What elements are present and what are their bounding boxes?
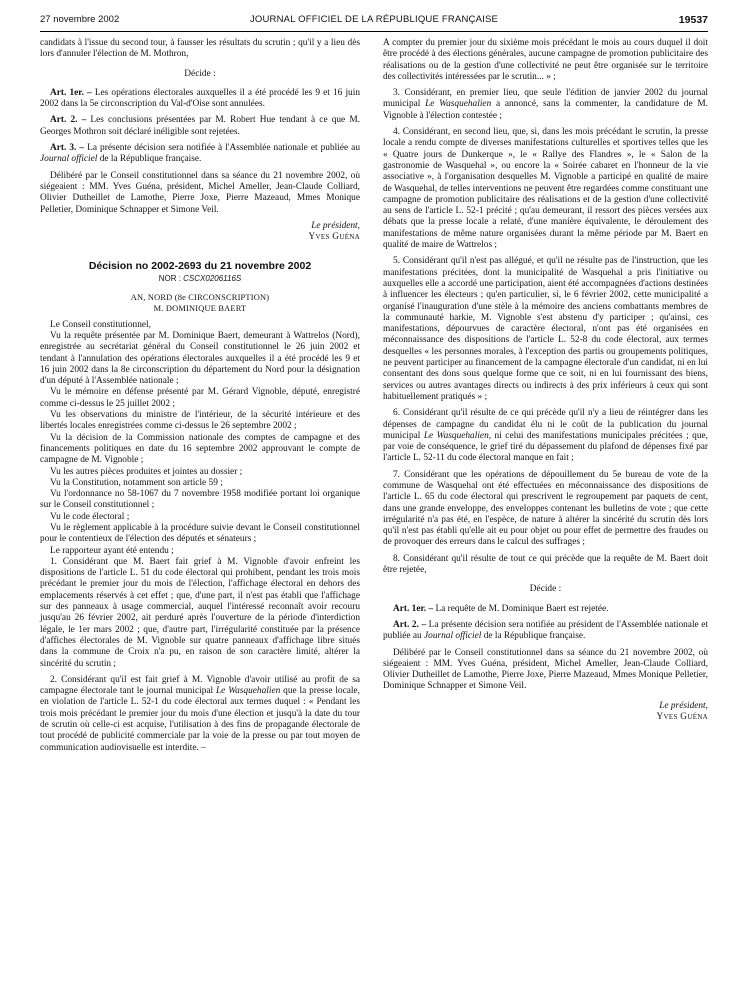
article-3-text-a: La présente décision sera notifiée à l'Assemblée nationale et publiée au (84, 143, 360, 154)
visa-paragraph: Vu le mémoire en défense présenté par M. Gérard Vignoble, député, enregistré comme ci-dessus le 25 juillet 2002 ; (40, 387, 360, 409)
article-2 (40, 115, 360, 138)
article-3-label: Art. 3. – (50, 143, 85, 154)
circonscription-heading: AN, NORD (8e CIRCONSCRIPTION) (130, 293, 270, 303)
considerant-3-text-b: a annoncé, sans la commenter, la candidature de M. Vignoble à l'élection contestée ; (383, 99, 708, 121)
visa-paragraph: Vu le code électoral ; (50, 511, 130, 522)
visa-paragraph: Vu la requête présentée par M. Dominique Baert, demeurant à Wattrelos (Nord), enregistrée au secrétariat général du Conseil constitutionnel le 26 juin 2002 et tendant à l'annulation des opérations électorales auxquelles il a été procédé les 9 et 16 juin 2002 dans la 8e circonscription du département du Nord pour la désignation d'un député à l'Assemblée nationale ; (40, 330, 360, 387)
visa-paragraph: Le rapporteur ayant été entendu ; (50, 545, 174, 556)
considerant-6-text-a: 6. Considérant qu'il résulte de ce qui précède qu'il n'y a lieu de réintégrer dans les dépenses de campagne du candidat élu ni le coût de la publication du journal municipal (383, 408, 708, 441)
visa-paragraph: Vu le règlement applicable à la procédure suivie devant le Conseil constitutionnel pour le contentieux de l'élection des députés et sénateurs ; (40, 522, 360, 545)
article-3-journal: Journal officiel (40, 154, 98, 165)
left-column (40, 38, 360, 754)
visa-paragraph: Vu l'ordonnance no 58-1067 du 7 novembre 1958 modifiée portant loi organique sur le Conseil constitutionnel ; (40, 489, 360, 511)
considerant-6 (383, 408, 708, 464)
header-rule (40, 31, 708, 32)
candidate-heading: M. DOMINIQUE BAERT (153, 304, 247, 314)
delibere-paragraph: Délibéré par le Conseil constitutionnel dans sa séance du 21 novembre 2002, où siégeaient : MM. Yves Guéna, président, Michel Ameller, Jean-Claude Colliard, Olivier Dutheillet de Lamothe, Pierre Joxe, Pierre Mazeaud, Mmes Monique Pelletier, Dominique Schnapper et Simone Veil. (40, 170, 360, 215)
visa-paragraph: Vu les observations du ministre de l'intérieur, de la sécurité intérieure et des libertés locales enregistrées comme ci-dessus le 26 septembre 2002 ; (40, 410, 360, 432)
article-1-b-label: Art. 1er. – (393, 603, 434, 614)
visa-paragraph: Vu les autres pièces produites et jointes au dossier ; (50, 466, 243, 477)
right-column (383, 38, 708, 723)
article-2-text: Les conclusions présentées par M. Robert Hue tendant à ce que M. Georges Mothron soit déclaré inéligible sont rejetées. (40, 115, 360, 137)
considerant-4: 4. Considérant, en second lieu, que, si, dans les mois précédant le scrutin, la presse locale a rendu compte de diverses manifestations culturelles et sportives telles que les « Quatre jours de Dunkerque », le « Rallye des Flandres », le « Salon de la gastronomie de Wasquehal », ou encore la « Soirée cabaret en l'honneur de la vie associative », à l'organisation desquelles M. Vignoble a participé en qualité de maire de Wasquehal, de telles interventions ne peuvent être regardées comme constituant une campagne de promotion publicitaire des réalisations et de la gestion d'une collectivité au sens de l'article L. 52-1 précité ; qu'au demeurant, il ressort des pièces versées aux débats que la presse locale a relaté, d'une manière équivalente, le déroulement des manifestations de même nature organisées durant la même période par M. Baert en qualité de maire de Wattrelos ; (383, 127, 708, 251)
considerant-3-journal: Le Wasquehalien (425, 99, 492, 110)
article-1-label: Art. 1er. – (50, 87, 92, 98)
article-2-b-journal: Journal officiel (424, 631, 482, 642)
quote-continuation: A compter du premier jour du sixième mois précédant le mois au cours duquel il doit être procédé à des élections générales, aucune campagne de promotion publicitaire des réalisations ou de la gestion d'une collectivité ne peut être organisée sur le territoire des collectivités intéressées par le scrutin... » ; (383, 38, 708, 82)
article-3-text-b: de la République française. (97, 154, 202, 165)
article-2-b (383, 620, 708, 643)
article-1-b (383, 604, 708, 615)
article-2-label: Art. 2. – (50, 115, 87, 126)
considerant-2-journal: Le Wasquehalien (215, 686, 281, 697)
considerant-8: 8. Considérant qu'il résulte de tout ce qui précède que la requête de M. Baert doit être rejetée, (383, 553, 708, 576)
president-label-2: Le président, (659, 700, 708, 711)
nor-code: CSCX0206116S (183, 273, 242, 283)
article-2-b-label: Art. 2. – (393, 619, 427, 630)
header-title: JOURNAL OFFICIEL DE LA RÉPUBLIQUE FRANÇAISE (249, 14, 499, 25)
considerant-2 (40, 675, 360, 754)
header-date: 27 novembre 2002 (40, 14, 120, 25)
article-3 (40, 143, 360, 166)
visa-paragraph: Vu la Constitution, notamment son article 59 ; (50, 477, 223, 488)
intro-paragraph: candidats à l'issue du second tour, à fausser les résultats du scrutin ; qu'il y a lieu dès lors d'annuler l'élection de M. Mothron, (40, 38, 360, 60)
decide-heading-2: Décide : (529, 584, 562, 595)
article-1-b-text: La requête de M. Dominique Baert est rejetée. (433, 603, 609, 614)
visa-paragraph: 1. Considérant que M. Baert fait grief à M. Vignoble d'avoir enfreint les dispositions de l'article L. 51 du code électoral qui prohibent, pendant les trois mois précédant le premier jour du mois de l'élection, l'affichage électoral en dehors des emplacements réservés à cet effet ; que, d'une part, il n'est pas établi que l'affichage sur des panneaux à usage commercial, auquel l'intéressé reconnaît avoir recouru jusqu'au 26 février 2002, ait perduré après l'ouverture de la période d'interdiction légale, le 1er mars 2002 ; que, d'autre part, l'irrégularité constituée par la présence d'affiches électorales de M. Vignoble sur quatre panneaux d'affichage libre situés dans la commune de Croix n'a pu, en raison de son caractère limité, altérer la sincérité du scrutin ; (40, 556, 360, 669)
article-1-text: Les opérations électorales auxquelles il a été procédé les 9 et 16 juin 2002 dans la 5e circonscription du Val-d'Oise sont annulées. (40, 87, 360, 110)
nor-reference (40, 273, 360, 284)
visa-paragraph: Vu la décision de la Commission nationale des comptes de campagne et des financements politiques en date du 16 septembre 2002 approuvant le compte de campagne de M. Vignoble ; (40, 432, 360, 466)
president-name: Yves Guéna (308, 232, 360, 243)
visa-paragraph: Le Conseil constitutionnel, (50, 319, 151, 330)
president-name-2: Yves Guéna (656, 712, 708, 723)
article-1 (40, 88, 360, 111)
visas-list (40, 320, 360, 670)
page-header (40, 14, 708, 30)
considerant-6-journal: Le Wasquehalien (423, 430, 489, 441)
considerant-3 (383, 88, 708, 122)
president-label: Le président, (311, 220, 360, 231)
considerant-3-text-a: 3. Considérant, en premier lieu, que seule l'édition de janvier 2002 du journal municipal (383, 88, 708, 110)
article-2-b-text-b: de la République française. (481, 631, 586, 642)
decide-heading: Décide : (184, 68, 216, 79)
considerant-2-text-b: que la presse locale, en violation de l'article L. 52-1 du code électoral aux termes duquel : « Pendant les trois mois précédant le premier jour du mois d'une élection et jusqu'à la date du tour de scrutin où celle-ci est acquise, l'utilisation à des fins de propagande électorale de tout procédé de publicité commerciale par la voie de la presse ou par tout moyen de communication audiovisuelle est interdite. – (40, 686, 360, 753)
delibere-paragraph-2: Délibéré par le Conseil constitutionnel dans sa séance du 21 novembre 2002, où siégeaient : MM. Yves Guéna, président, Michel Ameller, Jean-Claude Colliard, Olivier Dutheillet de Lamothe, Pierre Joxe, Pierre Mazeaud, Mmes Monique Pelletier, Dominique Schnapper et Simone Veil. (383, 647, 708, 692)
article-2-b-text-a: La présente décision sera notifiée au président de l'Assemblée nationale et publiée au (383, 619, 708, 642)
nor-label: NOR : (158, 273, 184, 283)
decision-title: Décision no 2002-2693 du 21 novembre 2002 (88, 260, 312, 273)
considerant-7: 7. Considérant que les opérations de dépouillement du 5e bureau de vote de la commune de Wasquehal ont été effectuées en méconnaissance des dispositions de l'article L. 65 du code électoral qui prescrivent le regroupement par paquets de cent, dans une grande enveloppe, des enveloppes contenant les bulletins de vote ; que cette irrégularité n'a pas été, en l'espèce, de nature à altérer la sincérité du scrutin dès lors qu'il n'est pas établi qu'elle ait eu pour objet ou pour effet de permettre des fraudes ou de provoquer des erreurs dans le calcul des suffrages ; (383, 469, 708, 548)
considerant-5: 5. Considérant qu'il n'est pas allégué, et qu'il ne résulte pas de l'instruction, que les manifestations précitées, dont la municipalité de Wasquehal a pris l'initiative ou auxquelles elle a accordé une participation, aient été accompagnées d'actions destinées à influencer les électeurs ; qu'en particulier, si, le 6 février 2002, cette municipalité a organisé l'inauguration d'une stèle à la mémoire des anciens combattants membres de la communauté harkie, M. Vignoble s'est abstenu d'y participer ; qu'ainsi, ces manifestations, dépourvues de caractère électoral, n'ont pas été organisées en méconnaissance des dispositions de l'article L. 52-8 du code électoral, aux termes desquelles « les personnes morales, à l'exception des partis ou groupements politiques, ne peuvent participer au financement de la campagne électorale d'un candidat, ni en lui consentant des dons sous quelque forme que ce soit, ni en lui fournissant des biens, services ou autres avantages directs ou indirects à des prix inférieurs à ceux qui sont habituellement pratiqués » ; (383, 256, 708, 402)
considerant-6-text-b: , ni celui des manifestations municipales précitées ; que, par voie de conséquence, le grief tiré du dépassement du plafond de dépenses fixé par l'article L. 52-11 du code électoral manque en fait ; (383, 430, 709, 464)
header-page-number: 19537 (678, 14, 708, 26)
considerant-2-text-a: 2. Considérant qu'il est fait grief à M. Vignoble d'avoir utilisé au profit de sa campagne électorale tant le journal municipal (40, 674, 360, 697)
